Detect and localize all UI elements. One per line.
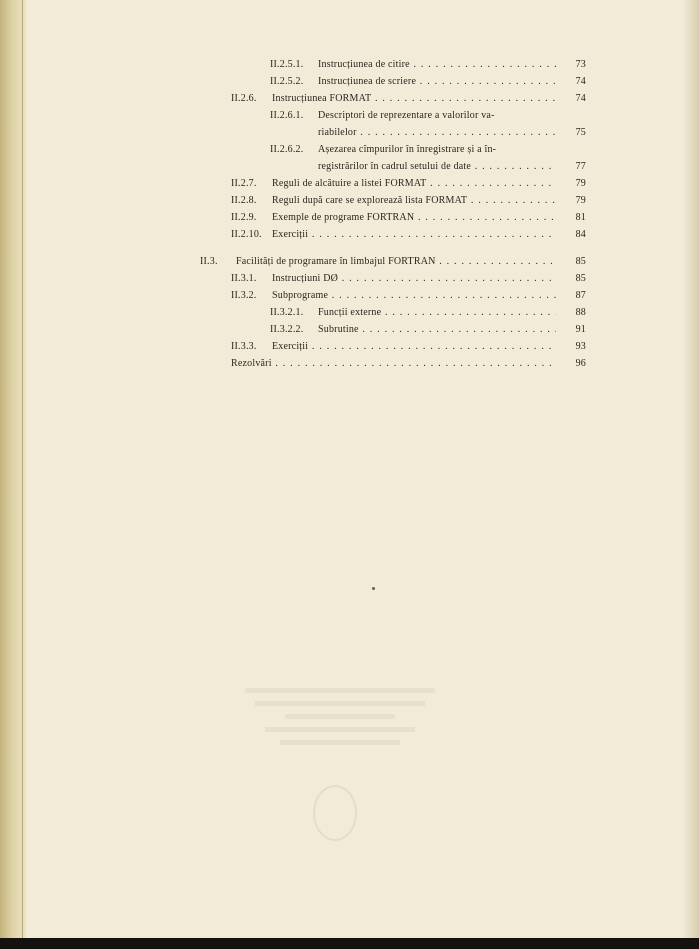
toc-page-number: 74 <box>575 93 586 104</box>
toc-entry <box>200 304 600 321</box>
toc-number: II.2.6.1. <box>270 110 304 121</box>
toc-page-number: 87 <box>575 290 586 301</box>
toc-number: II.3. <box>200 256 218 267</box>
toc-title: Rezolvări . . . <box>231 355 556 372</box>
toc-title: Exerciții . . . <box>272 226 556 243</box>
toc-entry <box>200 209 600 226</box>
toc-title-continuation: registrărilor în cadrul setului de date . . . <box>318 158 556 175</box>
toc-title: Subrutine . . . <box>318 321 556 338</box>
toc-page-number: 77 <box>575 161 586 172</box>
toc-title: Reguli de alcătuire a listei FORMAT . . . <box>272 175 556 192</box>
toc-page-number: 85 <box>575 273 586 284</box>
toc-entry <box>200 56 600 73</box>
toc-entry <box>200 287 600 304</box>
scan-bottom-edge <box>0 938 699 949</box>
toc-entry <box>200 338 600 355</box>
toc-entry <box>200 270 600 287</box>
toc-number: II.2.10. <box>231 229 262 240</box>
bleed-through-text <box>240 680 440 775</box>
toc-entry <box>200 226 600 243</box>
toc-title: Instrucțiuni DØ . . . <box>272 270 556 287</box>
toc-page-number: 96 <box>575 358 586 369</box>
toc-number: II.2.6.2. <box>270 144 304 155</box>
toc-page-number: 79 <box>575 195 586 206</box>
toc-title: Exerciții . . . <box>272 338 556 355</box>
toc-title-continuation: riabilelor . . . <box>318 124 556 141</box>
faint-seal-imprint <box>313 785 357 841</box>
toc-page-number: 85 <box>575 256 586 267</box>
toc-number: II.2.5.1. <box>270 59 304 70</box>
toc-entry <box>200 355 600 372</box>
toc-number: II.2.7. <box>231 178 257 189</box>
toc-page-number: 93 <box>575 341 586 352</box>
toc-number: II.2.5.2. <box>270 76 304 87</box>
toc-page-number: 79 <box>575 178 586 189</box>
toc-page-number: 75 <box>575 127 586 138</box>
toc-page-number: 88 <box>575 307 586 318</box>
toc-number: II.3.1. <box>231 273 257 284</box>
toc-entry <box>200 90 600 107</box>
toc-number: II.2.6. <box>231 93 257 104</box>
toc-number: II.2.8. <box>231 195 257 206</box>
toc-title: Instrucțiunea FORMAT . . . <box>272 90 556 107</box>
toc-number: II.3.2. <box>231 290 257 301</box>
table-of-contents <box>200 56 600 372</box>
ink-speck <box>372 587 375 590</box>
toc-number: II.3.3. <box>231 341 257 352</box>
toc-title: Reguli după care se explorează lista FORMAT . . . <box>272 192 556 209</box>
toc-page-number: 91 <box>575 324 586 335</box>
toc-entry <box>200 107 600 141</box>
toc-page-number: 84 <box>575 229 586 240</box>
toc-title: Descriptori de reprezentare a valorilor va- <box>318 110 495 121</box>
toc-entry <box>200 192 600 209</box>
toc-title: Funcții externe . . . <box>318 304 556 321</box>
toc-entry <box>200 175 600 192</box>
toc-number: II.3.2.1. <box>270 307 304 318</box>
toc-title: Exemple de programe FORTRAN . . . <box>272 209 556 226</box>
toc-entry <box>200 141 600 175</box>
toc-title: Subprograme . . . <box>272 287 556 304</box>
toc-entry <box>200 73 600 90</box>
toc-entry <box>200 253 600 270</box>
toc-title: Instrucțiunea de scriere . . . <box>318 73 556 90</box>
toc-page-number: 81 <box>575 212 586 223</box>
toc-title: Așezarea cîmpurilor în înregistrare și a în- <box>318 144 497 155</box>
toc-title: Instrucțiunea de citire . . . <box>318 56 556 73</box>
binding-edge <box>22 0 23 938</box>
toc-page-number: 73 <box>575 59 586 70</box>
page-edge-shadow <box>683 0 699 938</box>
toc-page-number: 74 <box>575 76 586 87</box>
toc-entry <box>200 321 600 338</box>
toc-number: II.3.2.2. <box>270 324 304 335</box>
toc-title: Facilități de programare în limbajul FORTRAN . . . <box>236 253 556 270</box>
toc-number: II.2.9. <box>231 212 257 223</box>
